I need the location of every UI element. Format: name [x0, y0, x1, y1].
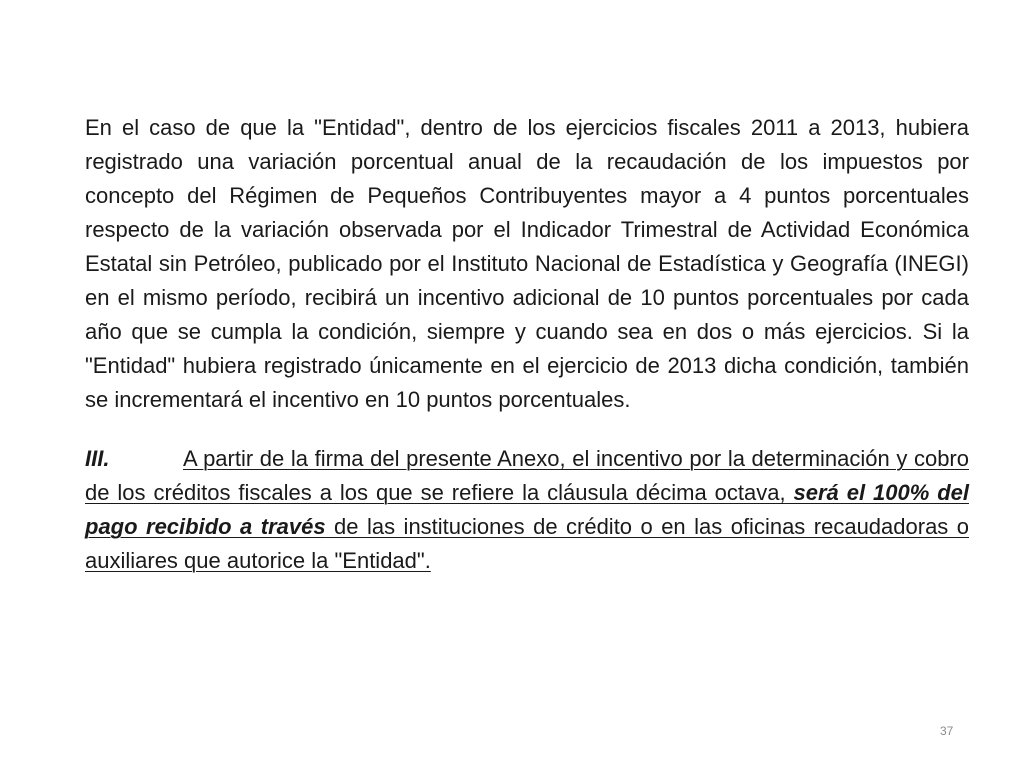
item-iii-text-part1: A partir de la firma del presente Anexo, el incentivo por la determinación y cobro de los créditos fiscales a los que se refiere la cláusula décima octava,: [85, 446, 969, 505]
document-body: [85, 111, 969, 578]
item-iii-text-bold: será el 100% del pago recibido a través: [85, 480, 969, 539]
paragraph-item-iii: [85, 442, 969, 578]
page-number: 37: [940, 724, 954, 738]
roman-numeral: III.: [85, 446, 110, 471]
paragraph-incentive-condition: En el caso de que la "Entidad", dentro de los ejercicios fiscales 2011 a 2013, hubiera registrado una variación porcentual anual de la recaudación de los impuestos por concepto del Régimen de Pequeños Contribuyentes mayor a 4 puntos porcentuales respecto de la variación observada por el Indicador Trimestral de Actividad Económica Estatal sin Petróleo, publicado por el Instituto Nacional de Estadística y Geografía (INEGI) en el mismo período, recibirá un incentivo adicional de 10 puntos porcentuales por cada año que se cumpla la condición, siempre y cuando sea en dos o más ejercicios. Si la "Entidad" hubiera registrado únicamente en el ejercicio de 2013 dicha condición, también se incrementará el incentivo en 10 puntos porcentuales.: [85, 115, 969, 412]
item-iii-text-part3: de las instituciones de crédito o en las oficinas recaudadoras o auxiliares que autorice la "Entidad".: [85, 514, 969, 573]
